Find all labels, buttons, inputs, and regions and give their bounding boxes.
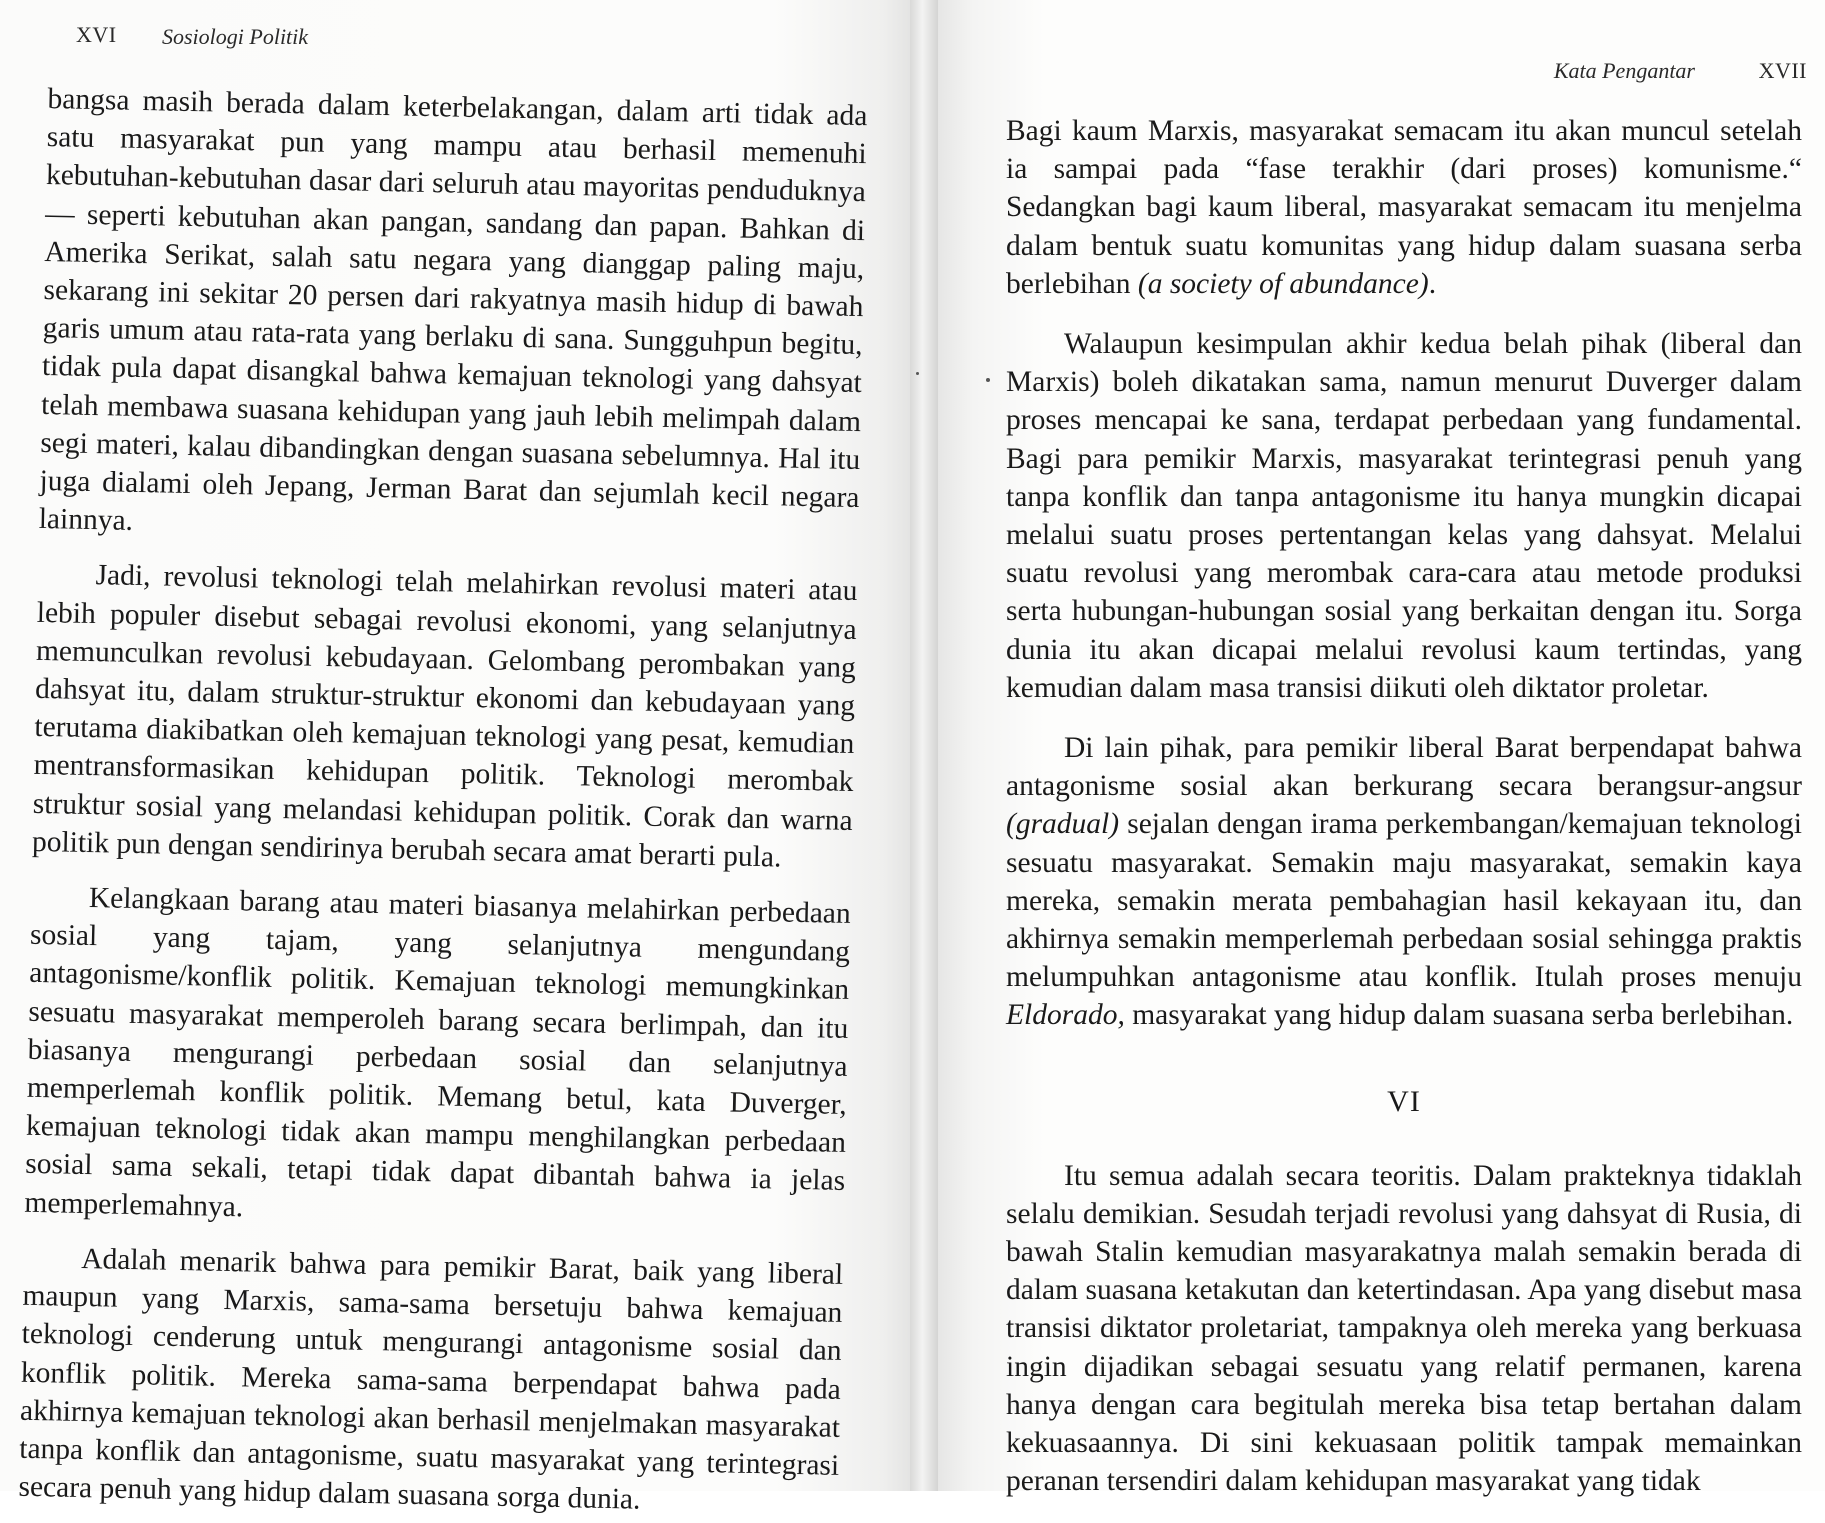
right-running-title: Kata Pengantar — [1553, 58, 1695, 83]
scan-speck — [916, 372, 919, 375]
left-paragraph-1: bangsa masih berada dalam keterbelakangan, dalam arti tidak ada satu masyarakat pun yang mampu atau berhasil memenuhi kebutuhan-kebutuhan dasar dari seluruh atau mayoritas penduduknya — seperti kebutuhan akan pangan, sandang dan papan. Bahkan di Amerika Serikat, salah satu negara yang dianggap paling maju, sekarang ini sekitar 20 persen dari rakyatnya masih hidup di bawah garis umum atau rata-rata yang berlaku di sana. Sungguhpun begitu, tidak pula dapat disangkal bahwa kemajuan teknologi yang dahsyat telah membawa suasana kehidupan yang jauh lebih melimpah dalam segi materi, kalau dibandingkan dengan suasana sebelumnya. Hal itu juga dialami oleh Jepang, Jerman Barat dan sejumlah kecil negara lainnya. — [38, 82, 868, 538]
left-page — [0, 0, 910, 1516]
right-paragraph-2: Walaupun kesimpulan akhir kedua belah pihak (liberal dan Marxis) boleh dikatakan sama, namun menurut Duverger dalam proses mencapai ke sana, terdapat perbedaan yang fundamental. Bagi para pemikir Marxis, masyarakat terintegrasi penuh yang tanpa konflik dan tanpa antagonisme itu hanya mungkin dicapai melalui suatu proses pertentangan kelas yang dahsyat. Melalui suatu revolusi yang merombak cara-cara atau metode produksi serta hubungan-hubungan sosial yang berkaitan dengan itu. Sorga dunia itu akan dicapai melalui revolusi kaum tertindas, yang kemudian dalam masa transisi diikuti oleh diktator proletar. — [1006, 328, 1802, 704]
right-paragraph-3-text-c: masyarakat yang hidup dalam suasana serba berlebihan. — [1124, 999, 1794, 1032]
right-paragraph-3-italic-a: (gradual) — [1006, 808, 1120, 841]
right-paragraph-1 — [1006, 112, 1802, 303]
section-heading: VI — [1387, 1084, 1421, 1118]
right-paragraph-1-text: Bagi kaum Marxis, masyarakat semacam itu akan muncul setelah ia sampai pada “fase terakhir (dari proses) komunisme.“ Sedangkan bagi kaum liberal, masyarakat semacam itu menjelma dalam bentuk suatu komunitas yang hidup dalam suasana serba berlebihan — [1006, 115, 1802, 300]
right-paragraph-3-italic-b: Eldorado, — [1006, 999, 1125, 1032]
left-paragraph-3: Kelangkaan barang atau materi biasanya melahirkan perbedaan sosial yang tajam, yang selanjutnya mengundang antagonisme/konflik politik. Kemajuan teknologi memungkinkan sesuatu masyarakat memperoleh barang secara berlimpah, dan itu biasanya mengurangi perbedaan sosial dan selanjutnya memperlemah konflik politik. Memang betul, kata Duverger, kemajuan teknologi tidak akan mampu menghilangkan perbedaan sosial sama sekali, tetapi tidak dapat dibantah bahwa ia jelas memperlemahnya. — [24, 882, 852, 1224]
right-paragraph-3 — [1006, 729, 1802, 1035]
right-paragraph-3-text-a: Di lain pihak, para pemikir liberal Barat berpendapat bahwa antagonisme sosial akan berkurang secara berangsur-angsur — [1006, 732, 1802, 803]
left-running-title: Sosiologi Politik — [162, 24, 309, 49]
right-paragraph-4: Itu semua adalah secara teoritis. Dalam prakteknya tidaklah selalu demikian. Sesudah terjadi revolusi yang dahsyat di Rusia, di bawah Stalin kemudian masyarakatnya malah semakin berada di dalam suasana ketakutan dan ketertindasan. Apa yang disebut masa transisi diktator proletariat, tampaknya oleh mereka yang berkuasa ingin dijadikan sebagai sesuatu yang relatif permanen, karena hanya dengan cara begitulah mereka bisa tetap bertahan dalam kekuasaannya. Di sini kekuasaan politik tampak memainkan peranan tersendiri dalam kehidupan masyarakat yang tidak — [1006, 1159, 1802, 1498]
right-page-number: XVII — [1758, 58, 1807, 83]
left-page-body — [18, 80, 868, 1523]
right-paragraph-1-end: . — [1428, 267, 1437, 300]
right-page-body — [1006, 112, 1802, 1501]
book-gutter — [910, 0, 938, 1491]
left-paragraph-2: Jadi, revolusi teknologi telah melahirkan revolusi materi atau lebih populer disebut sebagai revolusi ekonomi, yang selanjutnya memunculkan revolusi kebudayaan. Gelombang perombakan yang dahsyat itu, dalam struktur-struktur ekonomi dan kebudayaan yang terutama diakibatkan oleh kemajuan teknologi yang pesat, kemudian mentransformasikan kehidupan politik. Teknologi merombak struktur sosial yang melandasi kehidupan politik. Corak dan warna politik pun dengan sendirinya berubah secara amat berarti pula. — [31, 559, 858, 874]
right-paragraph-1-italic: (a society of abundance) — [1137, 267, 1429, 300]
left-paragraph-4: Adalah menarik bahwa para pemikir Barat, baik yang liberal maupun yang Marxis, sama-sama bersetuju bahwa kemajuan teknologi cenderung untuk mengurangi antagonisme sosial dan konflik politik. Mereka sama-sama berpendapat bahwa pada akhirnya kemajuan teknologi akan berhasil menjelmakan masyarakat tanpa konflik dan antagonisme, suatu masyarakat yang terintegrasi secara penuh yang hidup dalam suasana sorga dunia. — [18, 1242, 844, 1516]
left-page-number: XVI — [76, 22, 117, 47]
scan-speck — [986, 378, 990, 382]
right-paragraph-3-text-b: sejalan dengan irama perkembangan/kemajuan teknologi sesuatu masyarakat. Semakin maju masyarakat, semakin kaya mereka, semakin merata pembahagian hasil kekayaan itu, dan akhirnya semakin memperlemah perbedaan sosial sehingga praktis melumpuhkan antagonisme atau konflik. Itulah proses menuju — [1006, 808, 1802, 994]
